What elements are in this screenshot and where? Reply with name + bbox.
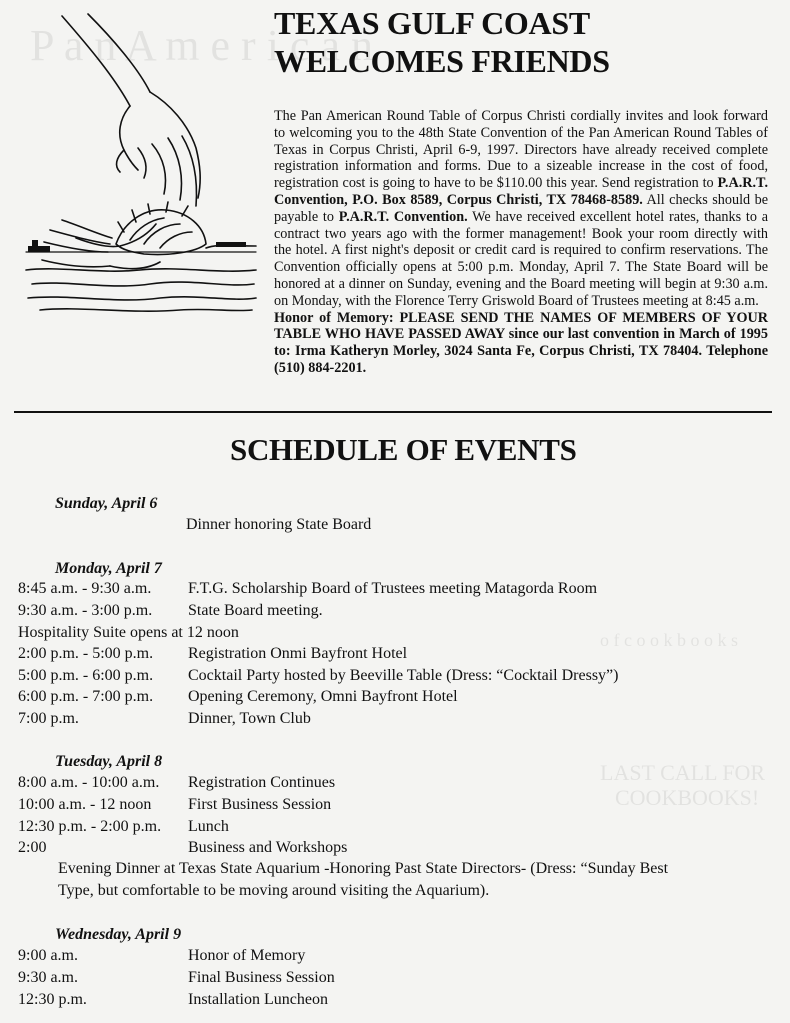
event-row-continued xyxy=(58,882,489,900)
event-name: Opening Ceremony, Omni Bayfront Hotel xyxy=(188,688,458,705)
event-row xyxy=(186,516,371,534)
event-row xyxy=(58,860,668,878)
headline-line-1: TEXAS GULF COAST xyxy=(274,5,590,41)
event-name: Lunch xyxy=(188,818,229,835)
bleed-through-text: o f c o o k b o o k s xyxy=(600,630,738,650)
event-time: 2:00 p.m. - 5:00 p.m. xyxy=(18,645,154,662)
event-time: 8:45 a.m. - 9:30 a.m. xyxy=(18,580,152,597)
day-heading-monday: Monday, April 7 xyxy=(55,560,162,577)
event-name: Evening Dinner at Texas State Aquarium -Honoring Past State Directors- (Dress: “Sunday Best xyxy=(58,860,669,877)
event-name: Hospitality Suite opens at 12 noon xyxy=(18,624,239,641)
bleed-through-text: P a n A m e r i c a n xyxy=(30,21,373,70)
event-time: 9:30 a.m. xyxy=(18,969,78,986)
schedule-title: SCHEDULE OF EVENTS xyxy=(230,432,577,467)
hands-and-shell-illustration xyxy=(20,8,260,318)
event-time: 7:00 p.m. xyxy=(18,710,79,727)
event-name: F.T.G. Scholarship Board of Trustees meeting Matagorda Room xyxy=(188,580,598,597)
event-time: 12:30 p.m. - 2:00 p.m. xyxy=(18,818,162,835)
bleed-through-text: LAST CALL FOR xyxy=(600,760,766,785)
event-name: Type, but comfortable to be moving around visiting the Aquarium). xyxy=(58,882,490,899)
headline-line-2: WELCOMES FRIENDS xyxy=(274,43,610,79)
event-time: 12:30 p.m. xyxy=(18,991,87,1008)
payee-name: P.A.R.T. Convention. xyxy=(338,208,468,225)
event-name: Business and Workshops xyxy=(188,839,348,856)
event-time: 9:00 a.m. xyxy=(18,947,78,964)
intro-text-2: All checks should be payable to xyxy=(274,191,768,225)
day-heading-tuesday: Tuesday, April 8 xyxy=(55,753,163,770)
event-name: Registration Continues xyxy=(188,774,336,791)
honor-of-memory-notice: Honor of Memory: PLEASE SEND THE NAMES OF MEMBERS OF YOUR TABLE WHO HAVE PASSED AWAY since our last convention in March of 1995 to: Irma Katheryn Morley, 3024 Santa Fe, Corpus Christi, TX 78404. Telephone (510) 884-2201. xyxy=(274,309,768,376)
event-name: Dinner, Town Club xyxy=(188,710,311,727)
event-name: Installation Luncheon xyxy=(188,991,328,1008)
event-name: Honor of Memory xyxy=(188,947,306,964)
event-time: 5:00 p.m. - 6:00 p.m. xyxy=(18,667,154,684)
headline xyxy=(274,4,610,80)
bleed-through-text: COOKBOOKS! xyxy=(615,785,760,810)
section-divider xyxy=(14,411,772,413)
intro-text-3: We have received excellent hotel rates, thanks to a contract two years ago with the former management! Book your room directly with the hotel. A first night's deposit or credit card is required to confirm reservations. The Convention officially opens at 5:00 p.m. Monday, April 7. The State Board will be honored at a dinner on Sunday, evening and the Board meeting will begin at 9:30 a.m. on Monday, with the Florence Terry Griswold Board of Trustees meeting at 8:45 a.m. xyxy=(274,208,768,309)
event-time: 2:00 xyxy=(18,839,47,856)
event-time: 9:30 a.m. - 3:00 p.m. xyxy=(18,602,153,619)
event-time: 8:00 a.m. - 10:00 a.m. xyxy=(18,774,160,791)
event-name: Registration Onmi Bayfront Hotel xyxy=(188,645,408,662)
event-name: Dinner honoring State Board xyxy=(186,516,372,533)
registration-address: P.A.R.T. Convention, P.O. Box 8589, Corpus Christi, TX 78468-8589. xyxy=(274,175,768,208)
event-name: State Board meeting. xyxy=(188,602,323,619)
event-time: 10:00 a.m. - 12 noon xyxy=(18,796,152,813)
day-heading-sunday: Sunday, April 6 xyxy=(55,495,158,512)
event-name: Cocktail Party hosted by Beeville Table (Dress: “Cocktail Dressy”) xyxy=(188,667,619,684)
day-heading-wednesday: Wednesday, April 9 xyxy=(55,926,182,943)
intro-paragraph xyxy=(274,108,768,377)
event-row xyxy=(18,624,239,642)
intro-text-1: The Pan American Round Table of Corpus Christi cordially invites and look forward to welcoming you to the 48th State Convention of the Pan American Round Tables of Texas in Corpus Christi, April 6-9, 1997. Directors have already received complete registration information and forms. Due to a sizeable increase in the cost of food, registration cost is going to have to be $110.00 this year. Send registration to xyxy=(274,108,768,192)
event-name: Final Business Session xyxy=(188,969,335,986)
event-time: 6:00 p.m. - 7:00 p.m. xyxy=(18,688,154,705)
event-name: First Business Session xyxy=(188,796,332,813)
